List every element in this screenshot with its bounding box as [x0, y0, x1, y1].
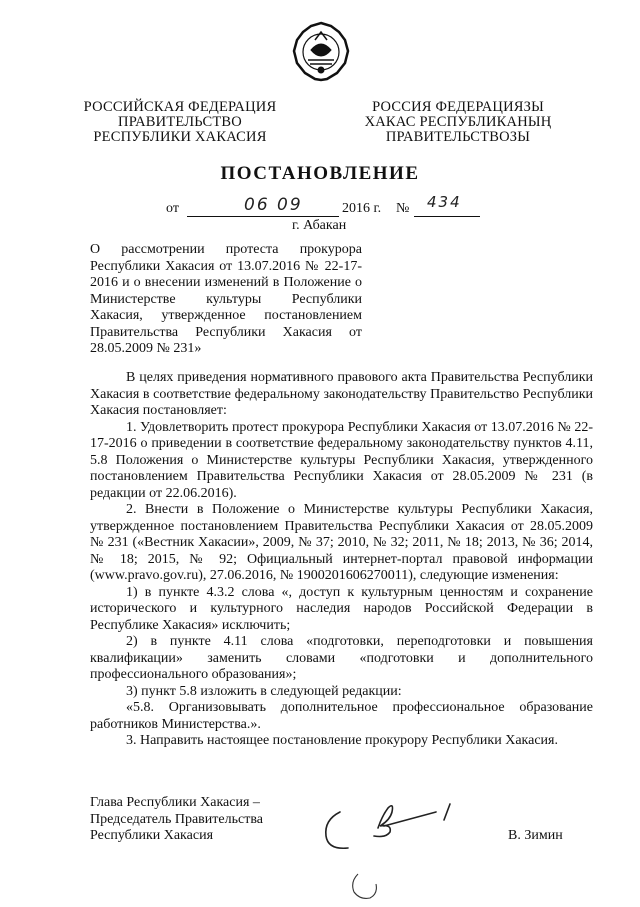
- date-number-line: [0, 193, 640, 236]
- body-paragraph: В целях приведения нормативного правового акта Правительства Республики Хакасия в соответствие федеральному законодательству Правительство Республики Хакасия постановляет:: [90, 370, 593, 418]
- header-right-line: ХАКАС РЕСПУБЛИКАНЫҢ: [364, 114, 552, 130]
- signatory-position: [90, 795, 310, 845]
- body-text: [90, 370, 593, 750]
- header-right-line: РОССИЯ ФЕДЕРАЦИЯЗЫ: [372, 99, 544, 115]
- header-left-line: РОССИЙСКАЯ ФЕДЕРАЦИЯ: [83, 99, 277, 115]
- header-left-line: РЕСПУБЛИКИ ХАКАСИЯ: [93, 129, 267, 145]
- header-left-line: ПРАВИТЕЛЬСТВО: [118, 114, 242, 130]
- handwritten-date: 06 09: [244, 195, 303, 215]
- coat-of-arms-emblem: [291, 20, 351, 82]
- header-right-line: ПРАВИТЕЛЬСТВОЗЫ: [385, 129, 531, 145]
- handwritten-signature: [318, 798, 478, 858]
- body-paragraph: 3. Направить настоящее постановление прокурору Республики Хакасия.: [126, 733, 558, 748]
- body-paragraph: 3) пункт 5.8 изложить в следующей редакции:: [126, 683, 402, 699]
- body-paragraph: «5.8. Организовывать дополнительное профессиональное образование работников Министерства.».: [90, 700, 593, 732]
- signatory-name: В. Зимин: [508, 828, 563, 843]
- header-left-block: [80, 100, 280, 145]
- signatory-line: Республики Хакасия: [90, 828, 214, 843]
- year-label: 2016 г.: [342, 201, 382, 216]
- number-underline: [414, 216, 480, 217]
- document-title: ПОСТАНОВЛЕНИЕ: [220, 163, 420, 184]
- date-underline: [187, 216, 339, 217]
- body-paragraph: 2. Внести в Положение о Министерстве культуры Республики Хакасия, утвержденное постановлением Правительства Республики Хакасия от 28.05.2009 № 231 («Вестник Хакасии», 2009, № 37; 2010, № 32; 2011, № 18; 2013, № 36; 2014, № 18; 2015, № 92; Официальный интернет-портал правовой информации (www.pravo.gov.ru), 27.06.2016, № 1900201606270011), следующие изменения:: [90, 502, 593, 583]
- signatory-line: Председатель Правительства: [90, 811, 263, 827]
- from-label: от: [166, 201, 179, 216]
- circle-mark: [348, 868, 382, 902]
- subject-block: О рассмотрении протеста прокурора Республики Хакасия от 13.07.2016 № 22-17-2016 и о внесении изменений в Положение о Министерстве культуры Республики Хакасия, утвержденное постановлением Правительства Республики Хакасия от 28.05.2009 № 231»: [90, 242, 362, 356]
- body-paragraph: 1. Удовлетворить протест прокурора Республики Хакасия от 13.07.2016 № 22-17-2016 о приведении в соответствие федеральному законодательству пунктов 4.11, 5.8 Положения о Министерстве культуры Республики Хакасия, утвержденного постановлением Правительства Республики Хакасия от 28.05.2009 № 231 (в редакции от 22.06.2016).: [90, 419, 593, 501]
- body-paragraph: 1) в пункте 4.3.2 слова «, доступ к культурным ценностям и сохранение исторического и культурного наследия народов Российской Федерации в Республике Хакасия» исключить;: [90, 584, 593, 633]
- body-paragraph: 2) в пункте 4.11 слова «подготовки, переподготовки и повышения квалификации» заменить словами «подготовки и дополнительного профессионального образования»;: [90, 634, 593, 682]
- header-right-block: [358, 100, 558, 145]
- signatory-line: Глава Республики Хакасия –: [90, 795, 260, 810]
- number-label: №: [396, 201, 410, 216]
- city-label: г. Абакан: [292, 218, 347, 233]
- handwritten-number: 434: [427, 193, 462, 211]
